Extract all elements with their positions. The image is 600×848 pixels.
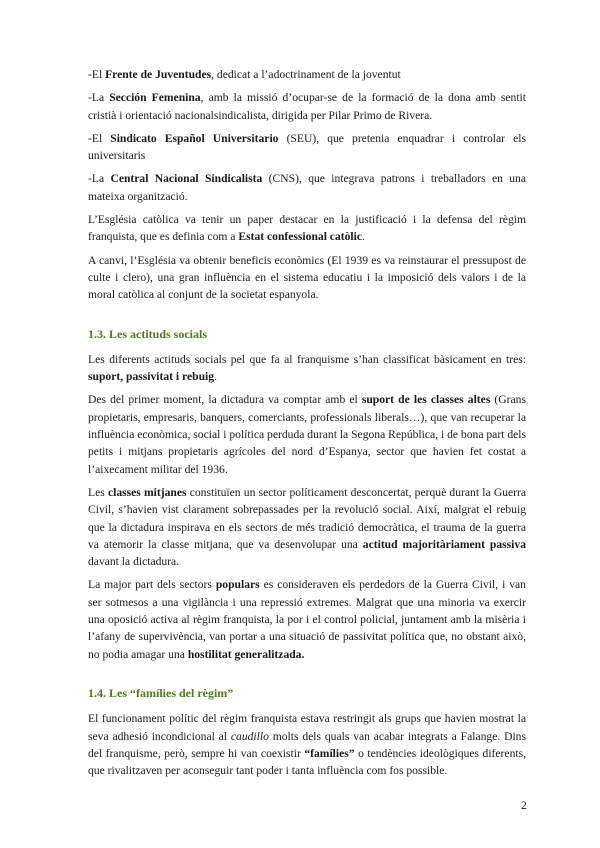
- section-heading-1-3: 1.3. Les actituds socials: [88, 326, 208, 341]
- bold-term: actitud majoritàriament passiva: [362, 537, 526, 551]
- paragraph-primer-moment: [88, 391, 526, 477]
- italic-term: caudillo: [230, 729, 269, 743]
- paragraph-actituds: [88, 351, 526, 386]
- text: .: [362, 230, 365, 244]
- text: molts dels quals van acabar integrats a Falange. Dins del franquisme, però, sempre hi van coexistir: [88, 729, 526, 760]
- text: La major part dels sectors: [88, 578, 216, 592]
- text: , dedicat a l’adoctrinament de la joventut: [211, 68, 401, 81]
- text: Des del primer moment, la dictadura va comptar amb el: [88, 393, 362, 407]
- paragraph-funcionament: [88, 710, 526, 779]
- text: -La: [88, 91, 110, 105]
- bold-term: populars: [215, 578, 260, 592]
- text: -El: [88, 68, 106, 81]
- text: (SEU), que pretenia enquadrar i controlar els universitaris: [88, 131, 527, 163]
- text: , amb la missió d’ocupar-se de la formació de la dona amb sentit cristià i orientació nacionalsindicalista, dirigida per Pilar Primo de Rivera.: [88, 91, 526, 122]
- bold-term: classes mitjanes: [107, 485, 187, 499]
- paragraph-populars: [88, 576, 526, 662]
- section-heading-1-4: 1.4. Les “famílies del règim”: [88, 685, 234, 700]
- text: .: [214, 370, 217, 384]
- bold-term: hostilitat generalitzada.: [187, 647, 305, 661]
- page-number: 2: [521, 799, 527, 812]
- text: -La: [88, 172, 111, 186]
- page-content: [88, 66, 526, 785]
- text: Les diferents actituds socials pel que fa al franquisme s’han classificat bàsicament en tres:: [88, 352, 526, 366]
- text: (CNS), que integrava patrons i treballadors en una mateixa organització.: [88, 172, 526, 203]
- text: El funcionament polític del règim franquista estava restringit als grups que havien mostrat la seva adhesió incondicional al: [88, 712, 526, 743]
- text: davant la dictadura.: [88, 555, 180, 569]
- list-item-seccion: [88, 89, 526, 124]
- paragraph-canvi: A canvi, l’Església va obtenir beneficis econòmics (El 1939 es va reinstaurar el pressupost de culte i clero), una gran influència en el sistema educatiu i la imposició dels valors i de la moral catòlica al conjunt de la societat espanyola.: [88, 253, 526, 302]
- bold-term: Frente de Juventudes: [105, 68, 212, 81]
- bold-term: Central Nacional Sindicalista: [110, 172, 263, 186]
- text: constituïen un sector políticament desconcertat, perquè durant la Guerra Civil, s’havien vist clarament sobrepassades per la revolució social. Així, malgrat el rebuig que la dictadura inspirava en els sectors de més tradició democràtica, el trauma de la guerra va atemorir la classe mitjana, que va desenvolupar una: [88, 485, 527, 551]
- bold-term: “famílies”: [304, 746, 355, 760]
- text: o tendències ideològiques diferents, que rivalitzaven per aconseguir tant poder i tanta influència com fos possible.: [88, 746, 526, 778]
- text: Les: [88, 485, 108, 499]
- text: L’Església catòlica va tenir un paper destacar en la justificació i la defensa del règim franquista, que es definia com a: [88, 213, 526, 244]
- text: (Grans propietaris, empresaris, banquers, comerciants, professionals liberals…), que van recuperar la influència econòmica, social i política perduda durant la Segona República, i de bona part dels petits i mitjans propietaris agrícoles del nord d’Espanya, sector que havien fet costat a l’aixecament militar del 1936.: [88, 393, 526, 476]
- paragraph-esglesia: [88, 211, 526, 246]
- bold-term: Sección Femenina: [109, 91, 201, 105]
- list-item-seu: [88, 130, 526, 165]
- bold-term: Sindicato Español Universitario: [110, 131, 279, 145]
- list-item-frente: [88, 66, 526, 83]
- bold-term: suport de les classes altes: [361, 393, 491, 407]
- list-item-cns: [88, 170, 526, 205]
- text: es consideraven els perdedors de la Guerra Civil, i van ser sotmesos a una vigilància i una repressió extremes. Malgrat que una minoria va exercir una oposició activa al règim franquista, la por i el control policial, juntament amb la misèria i l’afany de supervivència, van portar a una situació de passivitat política que, no obstant això, no podia amagar una: [88, 578, 526, 661]
- bold-term: Estat confessional catòlic: [238, 230, 362, 244]
- bold-term: suport, passivitat i rebuig: [88, 370, 215, 384]
- paragraph-classes-mitjanes: [88, 484, 526, 570]
- text: -El: [88, 131, 111, 145]
